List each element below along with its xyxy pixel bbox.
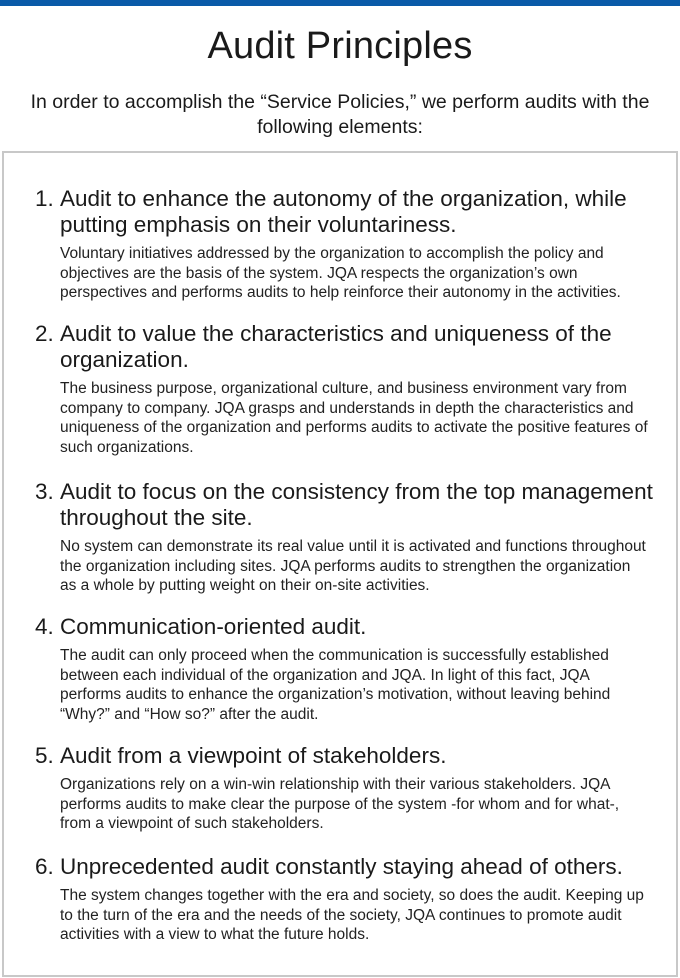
principle-item-5 bbox=[35, 743, 655, 834]
principle-heading bbox=[35, 186, 655, 238]
principle-description: The system changes together with the era and society, so does the audit. Keeping up to the turn of the era and the needs of the society, JQA continues to promote audit activities with a view to what the future holds. bbox=[60, 887, 644, 943]
principle-description: No system can demonstrate its real value until it is activated and functions throughout the organization including sites. JQA performs audits to strengthen the organization as a whole by putting weight on their on-site activities. bbox=[60, 538, 646, 594]
intro-text: In order to accomplish the “Service Policies,” we perform audits with the following elements: bbox=[30, 91, 650, 138]
principle-item-3 bbox=[35, 479, 655, 596]
principle-heading-text: Communication-oriented audit. bbox=[60, 614, 367, 639]
principle-heading-text: Audit to value the characteristics and uniqueness of the organization. bbox=[60, 321, 612, 372]
principle-number: 2. bbox=[35, 321, 54, 346]
top-accent-bar bbox=[0, 0, 680, 6]
principle-description: The audit can only proceed when the communication is successfully established between each individual of the organization and JQA. In light of this fact, JQA performs audits to enhance the organization’s motivation, without leaving behind “Why?” and “How so?” after the audit. bbox=[60, 647, 611, 723]
principle-item-2 bbox=[35, 321, 655, 457]
principle-description: Organizations rely on a win-win relationship with their various stakeholders. JQA performs audits to make clear the purpose of the system -for whom and for what-, from a viewpoint of such stakeholders. bbox=[60, 776, 620, 832]
principle-heading-text: Audit from a viewpoint of stakeholders. bbox=[60, 743, 447, 768]
principle-number: 6. bbox=[35, 854, 54, 879]
principle-number: 5. bbox=[35, 743, 54, 768]
principle-heading-text: Audit to enhance the autonomy of the organization, while putting emphasis on their voluntariness. bbox=[60, 186, 627, 237]
principle-heading bbox=[35, 854, 655, 880]
principle-heading-text: Audit to focus on the consistency from the top management throughout the site. bbox=[60, 479, 653, 530]
principle-description: The business purpose, organizational culture, and business environment vary from company to company. JQA grasps and understands in depth the characteristics and uniqueness of the organization and performs audits to activate the positive features of such organizations. bbox=[60, 380, 648, 456]
principle-number: 3. bbox=[35, 479, 54, 504]
principle-heading bbox=[35, 614, 655, 640]
principle-heading-text: Unprecedented audit constantly staying ahead of others. bbox=[60, 854, 623, 879]
principle-item-6 bbox=[35, 854, 655, 945]
principle-number: 4. bbox=[35, 614, 54, 639]
principle-number: 1. bbox=[35, 186, 54, 211]
principle-item-4 bbox=[35, 614, 655, 724]
principle-heading bbox=[35, 743, 655, 769]
principle-heading bbox=[35, 321, 655, 373]
principle-heading bbox=[35, 479, 655, 531]
principle-description: Voluntary initiatives addressed by the organization to accomplish the policy and objectives are the basis of the system. JQA respects the organization’s own perspectives and performs audits to help reinforce their autonomy in the activities. bbox=[60, 245, 621, 301]
principle-item-1 bbox=[35, 186, 655, 303]
principles-panel bbox=[2, 151, 678, 977]
page-title: Audit Principles bbox=[207, 25, 473, 67]
